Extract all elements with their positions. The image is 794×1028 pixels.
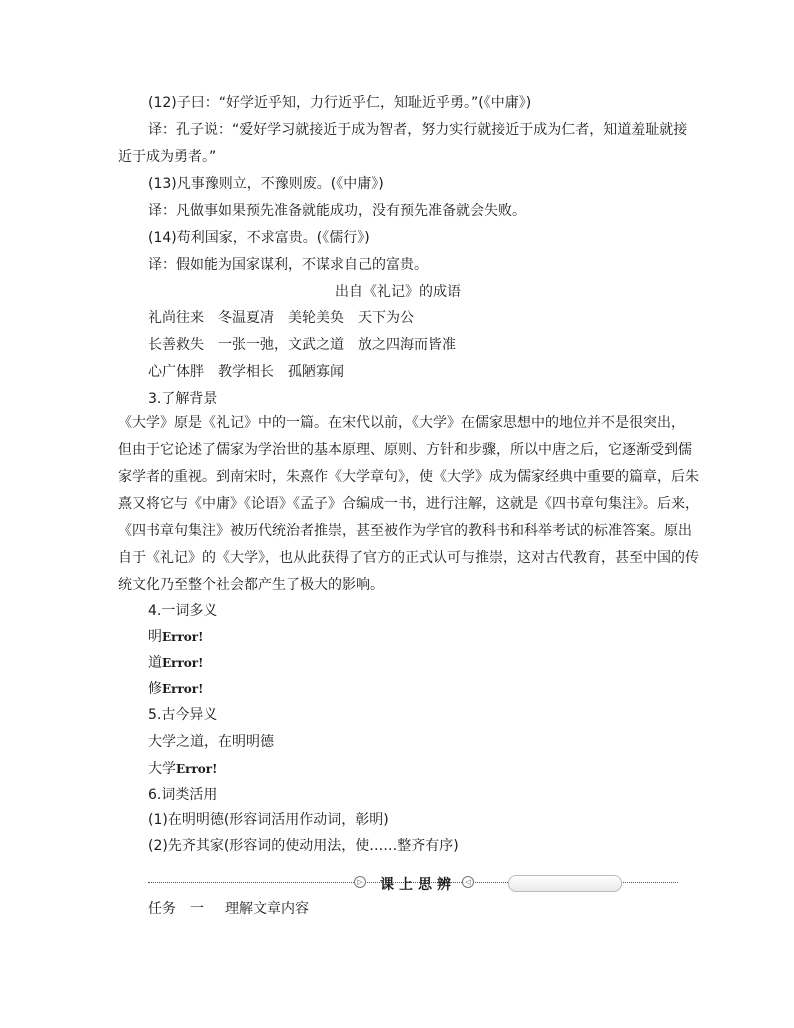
idioms-row-1: 礼尚往来 冬温夏凊 美轮美奂 天下为公 <box>148 310 414 326</box>
translation-14: 译：假如能为国家谋利，不谋求自己的富贵。 <box>148 257 428 273</box>
ancient-modern-heading: 5.古今异义 <box>148 707 218 723</box>
section-title: 课上思辨 <box>380 877 456 893</box>
task-label: 任务 一 <box>148 901 204 917</box>
error-text: Error! <box>162 656 204 670</box>
play-left-icon: ◁ <box>462 876 474 888</box>
word-class-item-1: (1)在明明德(形容词活用作动词，彰明) <box>148 812 389 828</box>
word-class-heading: 6.词类活用 <box>148 787 218 803</box>
polysemy-heading: 4.一词多义 <box>148 603 218 619</box>
section-divider <box>148 872 678 893</box>
quote-12: (12)子曰：“好学近乎知，力行近乎仁，知耻近乎勇。”(《中庸》) <box>148 95 532 111</box>
error-text: Error! <box>162 682 204 696</box>
background-line-4: 熹又将它与《中庸》《论语》《孟子》合编成一书，进行注解，这就是《四书章句集注》。后来， <box>118 496 699 512</box>
translation-13: 译：凡做事如果预先准备就能成功，没有预先准备就会失败。 <box>148 203 526 219</box>
ancient-modern-item <box>148 760 217 778</box>
idioms-row-2: 长善救失 一张一弛，文武之道 放之四海而皆准 <box>148 337 456 353</box>
polysemy-item-ming <box>148 628 203 646</box>
error-text: Error! <box>176 762 218 776</box>
play-right-icon: ▷ <box>354 876 366 888</box>
polysemy-char: 修 <box>148 681 162 697</box>
task-title: 理解文章内容 <box>225 901 309 917</box>
background-line-1: 《大学》原是《礼记》中的一篇。在宋代以前，《大学》在儒家思想中的地位并不是很突出， <box>118 415 685 431</box>
error-text: Error! <box>162 630 204 644</box>
polysemy-char: 明 <box>148 629 162 645</box>
background-line-6: 自于《礼记》的《大学》，也从此获得了官方的正式认可与推崇，这对古代教育，甚至中国的传 <box>118 550 699 566</box>
polysemy-item-dao <box>148 654 203 672</box>
polysemy-item-xiu <box>148 680 203 698</box>
background-line-7: 统文化乃至整个社会都产生了极大的影响。 <box>118 577 384 593</box>
idioms-title: 出自《礼记》的成语 <box>335 284 461 300</box>
word-class-item-2: (2)先齐其家(形容词的使动用法，使……整齐有序) <box>148 838 459 854</box>
background-line-3: 家学者的重视。到南宋时，朱熹作《大学章句》，使《大学》成为儒家经典中重要的篇章，后朱 <box>118 469 699 485</box>
background-line-2: 但由于它论述了儒家为学治世的基本原理、原则、方针和步骤，所以中唐之后，它逐渐受到儒 <box>118 442 692 458</box>
background-line-5: 《四书章句集注》被历代统治者推崇，甚至被作为学官的教科书和科举考试的标准答案。原出 <box>118 523 692 539</box>
idioms-row-3: 心广体胖 教学相长 孤陋寡闻 <box>148 364 344 380</box>
ancient-modern-word: 大学 <box>148 761 176 777</box>
quote-13: (13)凡事豫则立，不豫则废。(《中庸》) <box>148 176 384 192</box>
polysemy-char: 道 <box>148 655 162 671</box>
translation-12-line2: 近于成为勇者。” <box>118 149 217 165</box>
background-heading: 3.了解背景 <box>148 391 218 407</box>
quote-14: (14)苟利国家，不求富贵。(《儒行》) <box>148 230 370 246</box>
ancient-modern-line: 大学之道，在明明德 <box>148 734 274 750</box>
translation-12-line1: 译：孔子说：“爱好学习就接近于成为智者，努力实行就接近于成为仁者，知道羞耻就接 <box>148 122 688 138</box>
section-title-band <box>508 875 622 892</box>
